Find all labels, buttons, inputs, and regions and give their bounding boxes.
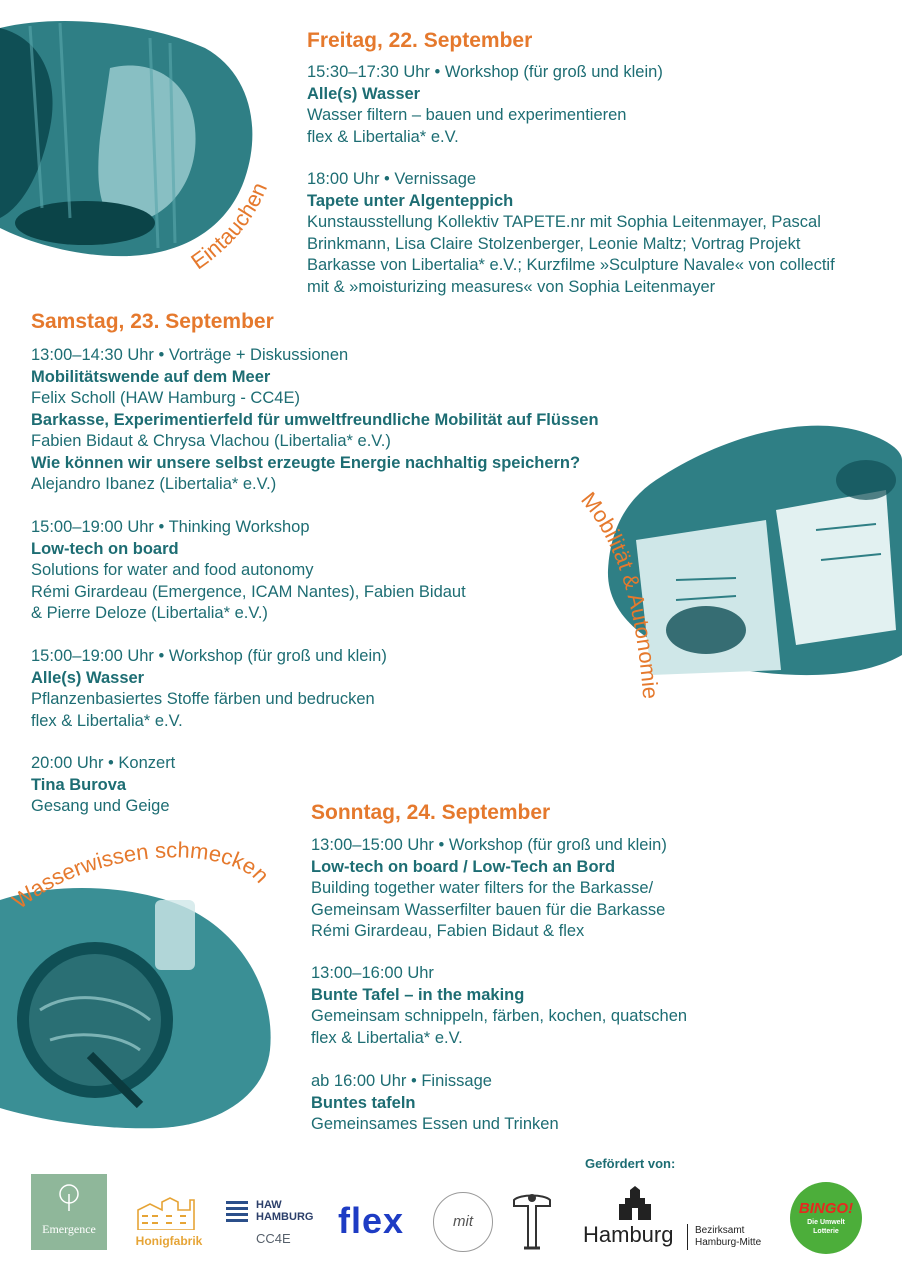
sculpture-logo-icon <box>510 1192 554 1252</box>
haw-hamburg-logo <box>226 1198 320 1252</box>
sunday-heading: Sonntag, 24. September <box>311 801 551 824</box>
talk-title: Wie können wir unsere selbst erzeugte Energie nachhaltig speichern? <box>31 453 581 472</box>
label-wasserwissen <box>5 835 305 985</box>
event-title: Bunte Tafel – in the making <box>311 985 525 1004</box>
bingo-sub1: Die Umwelt <box>807 1219 845 1226</box>
saturday-heading: Samstag, 23. September <box>31 310 274 333</box>
talk-title: Mobilitätswende auf dem Meer <box>31 367 271 386</box>
event-line: Solutions for water and food autonomy <box>31 561 314 579</box>
event-line: Gemeinsam Wasserfilter bauen für die Barkasse <box>311 900 666 919</box>
factory-icon <box>136 1196 204 1230</box>
haw-line2: HAMBURG <box>256 1211 314 1223</box>
haw-stripes-icon <box>226 1201 250 1223</box>
event-title: Low-tech on board / Low-Tech an Bord <box>311 857 616 876</box>
event-line: Wasser filtern – bauen und experimentieren <box>307 106 627 124</box>
friday-heading: Freitag, 22. September <box>307 29 533 52</box>
event-time: 15:00–19:00 Uhr • Thinking Workshop <box>31 518 310 536</box>
event-line: mit & »moisturizing measures« von Sophia Leitenmayer <box>307 277 716 296</box>
bingo-logo-text: BINGO! <box>798 1200 854 1217</box>
honigfabrik-logo-text: Honigfabrik <box>135 1234 203 1248</box>
event-time: 13:00–15:00 Uhr • Workshop (für groß und klein) <box>311 836 667 854</box>
sunday-event-2 <box>311 963 687 1049</box>
bezirksamt-line1: Bezirksamt <box>695 1225 745 1236</box>
event-time: 13:00–16:00 Uhr <box>311 964 434 982</box>
event-line: flex & Libertalia* e.V. <box>31 711 183 730</box>
label-eintauchen <box>180 150 290 280</box>
event-line: Gesang und Geige <box>31 797 170 815</box>
event-line: flex & Libertalia* e.V. <box>307 127 459 146</box>
svg-text:Wasserwissen schmecken <box>7 837 274 913</box>
talk-speaker: Felix Scholl (HAW Hamburg - CC4E) <box>31 389 300 407</box>
event-line: Brinkmann, Lisa Claire Stolzenberger, Leonie Maltz; Vortrag Projekt <box>307 234 801 253</box>
emergence-logo <box>31 1174 107 1250</box>
logo-divider <box>687 1224 688 1250</box>
label-mobilitaet <box>555 480 675 730</box>
event-title: Alle(s) Wasser <box>307 84 421 103</box>
talk-title: Barkasse, Experimentierfeld für umweltfreundliche Mobilität auf Flüssen <box>31 410 599 429</box>
event-line: flex & Libertalia* e.V. <box>311 1028 463 1047</box>
bezirksamt-line2: Hamburg-Mitte <box>695 1237 762 1248</box>
label-eintauchen-text: Eintauchen <box>186 178 273 275</box>
mit-logo <box>433 1192 493 1252</box>
emergence-logo-text: Emergence <box>42 1222 96 1236</box>
label-wasserwissen-text: Wasserwissen schmecken <box>7 837 275 914</box>
haw-line1: HAW <box>256 1199 282 1211</box>
funded-by-label: Gefördert von: <box>585 1156 676 1171</box>
bingo-logo <box>790 1182 862 1254</box>
event-line: Gemeinsam schnippeln, färben, kochen, quatschen <box>311 1007 688 1025</box>
event-line: Kunstausstellung Kollektiv TAPETE.nr mit Sophia Leitenmayer, Pascal <box>307 213 821 231</box>
talk-speaker: Fabien Bidaut & Chrysa Vlachou (Libertalia* e.V.) <box>31 432 391 450</box>
event-line: Rémi Girardeau (Emergence, ICAM Nantes), Fabien Bidaut <box>31 582 466 601</box>
svg-text:Eintauchen <box>186 179 272 274</box>
event-time: 18:00 Uhr • Vernissage <box>307 170 477 188</box>
talk-speaker: Alejandro Ibanez (Libertalia* e.V.) <box>31 475 277 493</box>
cc4e-text: CC4E <box>256 1231 291 1246</box>
castle-icon <box>617 1186 653 1220</box>
event-title: Buntes tafeln <box>311 1093 416 1112</box>
hamburg-text: Hamburg <box>583 1222 674 1247</box>
event-title: Tina Burova <box>31 775 127 794</box>
mit-logo-text: mit <box>453 1213 473 1230</box>
event-time: ab 16:00 Uhr • Finissage <box>311 1072 492 1090</box>
sunday-event-1 <box>311 835 667 943</box>
event-time: 13:00–14:30 Uhr • Vorträge + Diskussionen <box>31 346 349 364</box>
label-mobilitaet-text: Mobilität & Autonomie <box>576 487 664 700</box>
sunday-event-3 <box>311 1071 559 1136</box>
saturday-talks <box>31 345 599 496</box>
event-time: 15:30–17:30 Uhr • Workshop (für groß und klein) <box>307 63 663 81</box>
event-title: Tapete unter Algenteppich <box>307 191 514 210</box>
event-line: Pflanzenbasiertes Stoffe färben und bedrucken <box>31 690 375 708</box>
honigfabrik-logo <box>128 1196 210 1252</box>
saturday-event-3 <box>31 753 175 818</box>
event-line: Gemeinsames Essen und Trinken <box>311 1115 559 1133</box>
event-title: Alle(s) Wasser <box>31 668 145 687</box>
friday-event-2 <box>307 169 835 298</box>
saturday-event-2 <box>31 646 387 732</box>
hamburg-bezirksamt-logo <box>583 1186 773 1252</box>
svg-text:Mobilität & Autonomie <box>576 487 663 700</box>
event-time: 15:00–19:00 Uhr • Workshop (für groß und klein) <box>31 647 387 665</box>
event-time: 20:00 Uhr • Konzert <box>31 754 176 772</box>
event-title: Low-tech on board <box>31 539 179 558</box>
bingo-sub2: Lotterie <box>813 1228 839 1235</box>
friday-event-1 <box>307 62 663 148</box>
event-line: & Pierre Deloze (Libertalia* e.V.) <box>31 604 268 622</box>
tree-icon <box>57 1184 81 1212</box>
saturday-event-1 <box>31 517 466 625</box>
event-line: Barkasse von Libertalia* e.V.; Kurzfilme »Sculpture Navale« von collectif <box>307 256 835 274</box>
event-line: Building together water filters for the Barkasse/ <box>311 879 654 897</box>
flex-logo: flex <box>338 1200 405 1241</box>
event-line: Rémi Girardeau, Fabien Bidaut & flex <box>311 922 585 940</box>
